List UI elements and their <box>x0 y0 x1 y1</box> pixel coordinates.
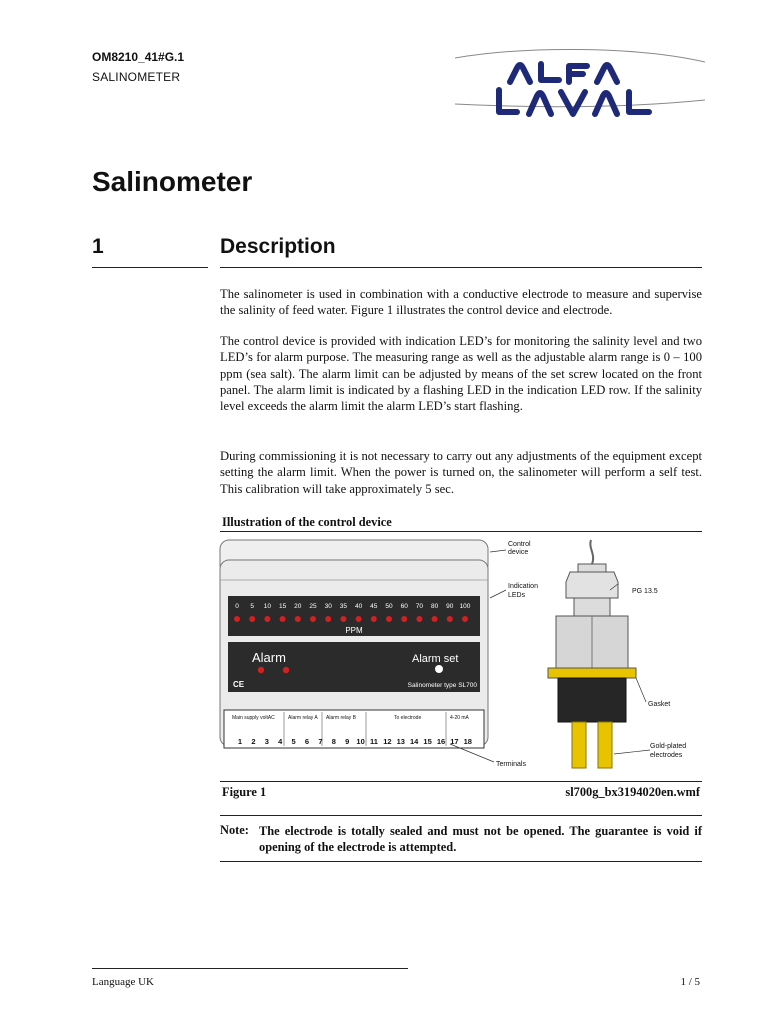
alfa-laval-logo <box>455 48 705 128</box>
ppm-scale-label: 70 <box>415 603 424 610</box>
terminal-number: 17 <box>450 737 459 746</box>
control-device-illustration <box>218 538 704 770</box>
callout-indication-leds-line2: LEDs <box>508 592 526 599</box>
indication-led <box>447 616 453 622</box>
paragraph-control-device: The control device is provided with indication LED’s for monitoring the salinity level and two LED’s for alarm purpose. The measuring range as well as the adjustable alarm range is 0 – 100 ppm (sea salt). The alarm limit can be adjusted by means of the set screw located on the front panel. The alarm limit is indicated by a flashing LED in the indication LED row. If the salinity level exceeds the alarm limit the alarm LED’s start flashing. <box>220 334 702 414</box>
illustration-rule <box>220 531 702 532</box>
indication-led <box>371 616 377 622</box>
terminal-number: 13 <box>396 737 405 746</box>
ppm-scale-label: 35 <box>339 603 348 610</box>
terminal-number: 18 <box>463 737 472 746</box>
callout-gasket: Gasket <box>648 701 671 708</box>
callout-terminals: Terminals <box>496 761 526 768</box>
type-label: Salinometer type SL700 <box>407 682 477 689</box>
ppm-scale-label: 30 <box>324 603 332 610</box>
electrode-nut <box>566 572 618 598</box>
terminal-number: 5 <box>291 737 296 746</box>
terminal-number: 2 <box>251 737 256 746</box>
callout-gold-electrodes-line2: electrodes <box>650 752 683 759</box>
ppm-scale-label: 80 <box>430 603 439 610</box>
terminal-group-label: To electrode <box>394 715 422 721</box>
alarm-label: Alarm <box>252 650 286 665</box>
callout-control-device-line2: device <box>508 549 529 556</box>
indication-led <box>356 616 362 622</box>
alarm-led-1 <box>258 667 264 673</box>
terminal-number: 3 <box>264 737 269 746</box>
document-subtitle: SALINOMETER <box>92 70 181 84</box>
note-rule <box>220 861 702 862</box>
note-text: The electrode is totally sealed and must not be opened. The guarantee is void if opening of the electrode is attempted. <box>259 824 702 854</box>
ppm-scale-label: 50 <box>385 603 393 610</box>
alarm-set-label: Alarm set <box>412 653 459 665</box>
callout-indication-leds: Indication <box>508 583 538 590</box>
indication-led <box>234 616 240 622</box>
electrode-cable <box>590 540 593 564</box>
ppm-scale-label: 90 <box>446 603 454 610</box>
indication-led <box>462 616 468 622</box>
ppm-scale-label: 0 <box>235 603 239 610</box>
ppm-label: PPM <box>345 626 363 635</box>
terminal-number: 4 <box>278 737 283 746</box>
footer-language: Language UK <box>92 976 155 988</box>
ppm-scale-label: 40 <box>354 603 363 610</box>
indication-led <box>310 616 316 622</box>
alarm-led-2 <box>283 667 289 673</box>
illustration-title: Illustration of the control device <box>222 515 392 529</box>
callout-control-device: Control <box>508 541 531 548</box>
ppm-scale-label: 45 <box>370 603 378 610</box>
terminal-number: 1 <box>237 737 243 746</box>
ppm-scale-label: 5 <box>250 603 255 610</box>
section-number: 1 <box>92 235 104 258</box>
gold-electrode-2 <box>598 722 612 768</box>
figure-filename: sl700g_bx3194020en.wmf <box>565 785 700 799</box>
terminal-number: 14 <box>410 737 419 746</box>
electrode-gland-cap <box>578 564 606 572</box>
terminal-group-label: Alarm relay A <box>288 715 318 721</box>
terminal-number: 16 <box>436 737 446 746</box>
indication-led <box>401 616 407 622</box>
paragraph-commissioning: During commissioning it is not necessary to carry out any adjustments of the equipment except setting the alarm limit. When the power is turned on, the salinometer will perform a self test. This calibration will take approximately 5 sec. <box>220 449 702 496</box>
indication-led <box>280 616 286 622</box>
terminal-number: 8 <box>331 737 336 746</box>
ppm-scale-label: 10 <box>263 603 272 610</box>
page-title: Salinometer <box>92 166 253 197</box>
gold-electrode-1 <box>572 722 586 768</box>
footer-page-number: 1 / 5 <box>680 976 700 988</box>
ppm-scale-label: 60 <box>400 603 408 610</box>
indication-led <box>386 616 392 622</box>
terminal-group-label: 4-20 mA <box>450 715 469 721</box>
electrode-gasket <box>548 668 636 678</box>
section-rule-left <box>92 267 208 268</box>
figure-label: Figure 1 <box>222 785 267 799</box>
terminal-number: 6 <box>304 737 310 746</box>
indication-led <box>264 616 270 622</box>
terminal-group-label: Alarm relay B <box>326 715 357 721</box>
indication-led <box>340 616 346 622</box>
electrode-base <box>558 678 626 722</box>
figure-rule-bottom <box>220 815 702 816</box>
ppm-scale-label: 20 <box>294 603 302 610</box>
terminal-number: 10 <box>356 737 365 746</box>
indication-led <box>295 616 301 622</box>
terminal-number: 9 <box>345 737 350 746</box>
callout-pg: PG 13.5 <box>632 588 658 595</box>
ce-mark: CE <box>233 680 245 689</box>
callout-gold-electrodes: Gold-plated <box>650 743 687 750</box>
indication-led <box>416 616 422 622</box>
figure-rule-top <box>220 781 702 782</box>
paragraph-intro: The salinometer is used in combination with a conductive electrode to measure and supervise the salinity of feed water. Figure 1 illustrates the control device and electrode. <box>220 287 702 318</box>
alarm-set-screw <box>435 665 443 673</box>
electrode-neck <box>574 598 610 616</box>
terminal-number: 11 <box>370 737 378 746</box>
terminal-number: 15 <box>423 737 432 746</box>
indication-led <box>325 616 331 622</box>
terminal-number: 7 <box>318 737 323 746</box>
terminal-group-label: Main supply voltAC <box>232 715 275 721</box>
section-title: Description <box>220 235 336 258</box>
ppm-scale-label: 100 <box>459 603 471 610</box>
document-code: OM8210_41#G.1 <box>92 50 185 64</box>
footer-rule <box>92 968 408 969</box>
section-rule-right <box>220 267 702 268</box>
indication-led <box>432 616 438 622</box>
note-label: Note: <box>220 823 249 837</box>
terminal-number: 12 <box>383 737 392 746</box>
ppm-scale-label: 15 <box>278 603 287 610</box>
indication-led <box>249 616 255 622</box>
ppm-scale-label: 25 <box>309 603 317 610</box>
